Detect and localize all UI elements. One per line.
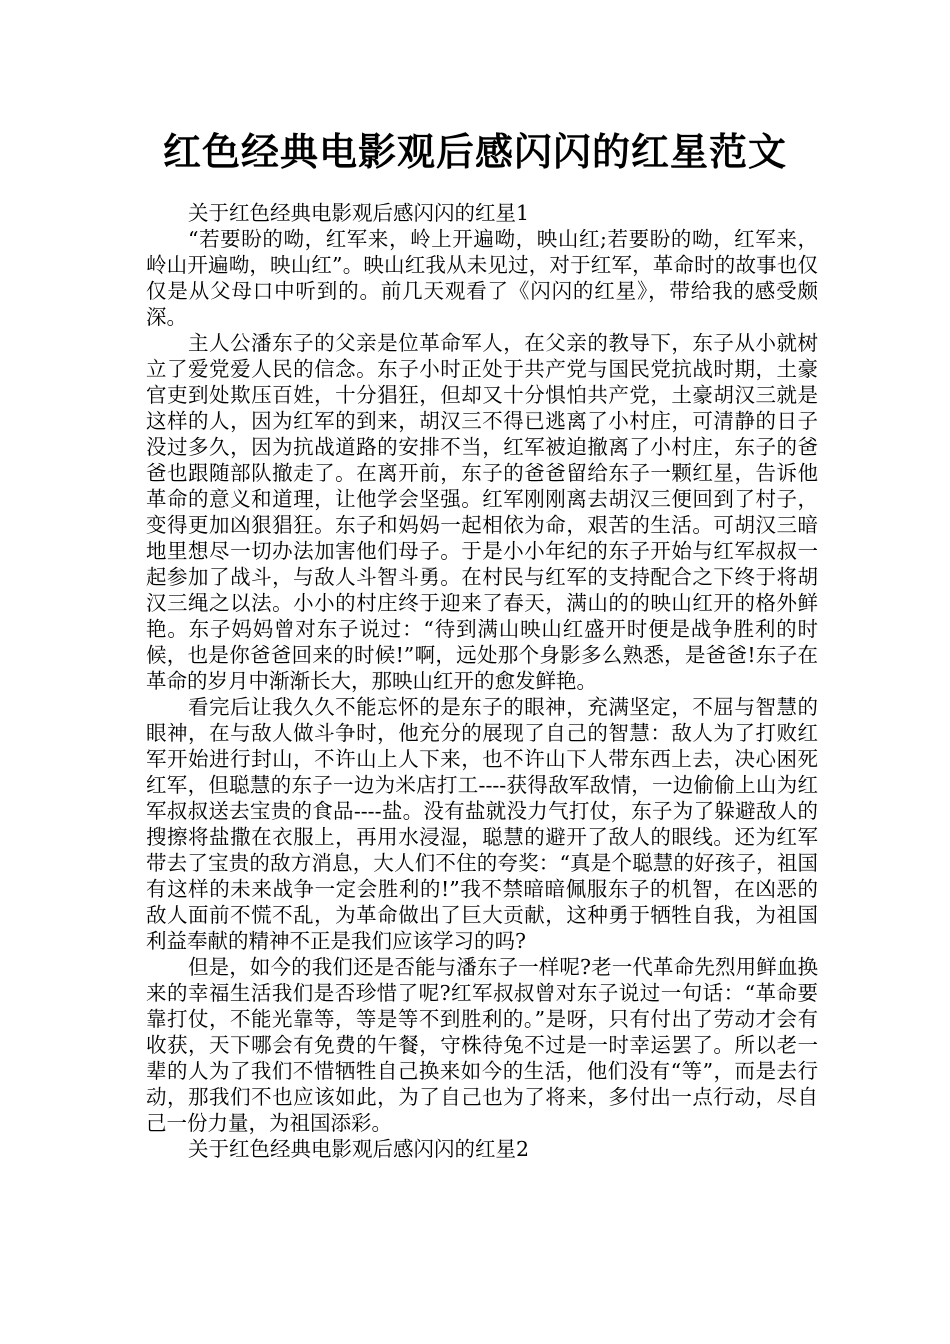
section-heading-1: 关于红色经典电影观后感闪闪的红星1 bbox=[188, 201, 530, 225]
document-title: 红色经典电影观后感闪闪的红星范文 bbox=[162, 130, 787, 174]
paragraph-2: 主人公潘东子的父亲是位革命军人，在父亲的教导下，东子从小就树立了爱党爱人民的信念。东子小时正处于共产党与国民党抗战时期，土豪官吏到处欺压百姓，十分猖狂，但却又十分惧怕共产党，土豪胡汉三就是这样的人，因为红军的到来，胡汉三不得已逃离了小村庄，可清静的日子没过多久，因为抗战道路的安排不当，红军被迫撤离了小村庄，东子的爸爸也跟随部队撤走了。在离开前，东子的爸爸留给东子一颗红星，告诉他革命的意义和道理，让他学会坚强。红军刚刚离去胡汉三便回到了村子，变得更加凶狠猖狂。东子和妈妈一起相依为命，艰苦的生活。可胡汉三暗地里想尽一切办法加害他们母子。于是小小年纪的东子开始与红军叔叔一起参加了战斗，与敌人斗智斗勇。在村民与红军的支持配合之下终于将胡汉三绳之以法。小小的村庄终于迎来了春天，满山的的映山红开的格外鲜艳。东子妈妈曾对东子说过：“待到满山映山红盛开时便是战争胜利的时候，也是你爸爸回来的时候!”啊，远处那个身影多么熟悉，是爸爸!东子在革命的岁月中渐渐长大，那映山红开的愈发鲜艳。 bbox=[146, 331, 818, 693]
paragraph-1: “若要盼的呦，红军来，岭上开遍呦，映山红;若要盼的呦，红军来，岭山开遍呦，映山红”。映山红我从未见过，对于红军，革命时的故事也仅仅是从父母口中听到的。前几天观看了《闪闪的红星》，带给我的感受颇深。 bbox=[146, 227, 818, 329]
paragraph-3: 看完后让我久久不能忘怀的是东子的眼神，充满坚定，不屈与智慧的眼神，在与敌人做斗争时，他充分的展现了自己的智慧：敌人为了打败红军开始进行封山，不许山上人下来，也不许山下人带东西上去，决心困死红军，但聪慧的东子一边为米店打工----获得敌军敌情，一边偷偷上山为红军叔叔送去宝贵的食品----盐。没有盐就没力气打仗，东子为了躲避敌人的搜擦将盐撒在衣服上，再用水浸湿，聪慧的避开了敌人的眼线。还为红军带去了宝贵的敌方消息，大人们不住的夸奖：“真是个聪慧的好孩子，祖国有这样的未来战争一定会胜利的!”我不禁暗暗佩服东子的机智，在凶恶的敌人面前不慌不乱，为革命做出了巨大贡献，这种勇于牺牲自我，为祖国利益奉献的精神不正是我们应该学习的吗? bbox=[146, 695, 818, 953]
document-body bbox=[146, 200, 818, 1162]
paragraph-4: 但是，如今的我们还是否能与潘东子一样呢?老一代革命先烈用鲜血换来的幸福生活我们是否珍惜了呢?红军叔叔曾对东子说过一句话：“革命要靠打仗，不能光靠等，等是等不到胜利的。”是呀，只有付出了劳动才会有收获，天下哪会有免费的午餐，守株待兔不过是一时幸运罢了。所以老一辈的人为了我们不惜牺牲自己换来如今的生活，他们没有“等”，而是去行动，那我们不也应该如此，为了自己也为了将来，多付出一点行动，尽自己一份力量，为祖国添彩。 bbox=[146, 955, 818, 1135]
section-heading-2: 关于红色经典电影观后感闪闪的红星2 bbox=[188, 1137, 530, 1161]
